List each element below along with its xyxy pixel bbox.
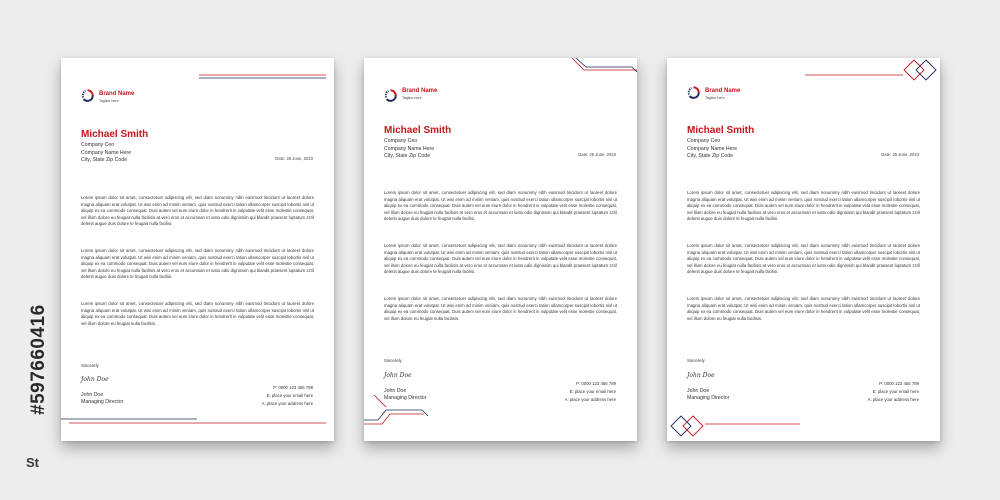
signer-title: Managing Director <box>81 399 124 405</box>
recipient-city: City, State Zip Code <box>81 157 128 164</box>
stock-id-text: #597660416 <box>28 304 49 415</box>
body-paragraph: Lorem ipsum dolor sit amet, consectetuer adipiscing elit, sed diam nonummy nibh euismod tincidunt ut laoreet dolore magna aliquam erat volutpat. Ut wisi enim ad minim veniam, quis nostrud exerci tation ullamcorper suscipit lobortis nisl ut aliquip ex ea commodo consequat. Duis autem vel eum iriure dolor in hendrerit in vulputate velit esse molestie consequat, vel illum dolore eu feugiat nulla facilisis. <box>687 296 920 321</box>
letter-date: Date: 25 June, 2023 <box>578 152 616 157</box>
body-paragraph: Lorem ipsum dolor sit amet, consectetuer adipiscing elit, sed diam nonummy nibh euismod tincidunt ut laoreet dolore magna aliquam erat volutpat. Ut wisi enim ad minim veniam, quis nostrud exerci tation ullamcorper suscipit lobortis nisl ut aliquip ex ea commodo consequat. Duis autem vel eum iriure dolor in hendrerit in vulputate velit esse molestie consequat, vel illum dolore eu feugiat nulla facilisis at vero eros et accumsan et iusto odio dignissim qui blandit praesent luptatum zzril delenit augue duis dolore te feugait nulla facilisi. <box>81 195 314 227</box>
contact-address: A: place your address here <box>564 397 616 402</box>
signer-block <box>384 388 426 402</box>
recipient-position: Company Ceo <box>687 138 721 144</box>
contact-block <box>262 384 313 408</box>
body-paragraph: Lorem ipsum dolor sit amet, consectetuer adipiscing elit, sed diam nonummy nibh euismod tincidunt ut laoreet dolore magna aliquam erat volutpat. Ut wisi enim ad minim veniam, quis nostrud exerci tation ullamcorper suscipit lobortis nisl ut aliquip ex ea commodo consequat. Duis autem vel eum iriure dolor in hendrerit in vulputate velit esse molestie consequat, vel illum dolore eu feugiat nulla facilisis at vero eros et accumsan et iusto odio dignissim qui blandit praesent luptatum zzril delenit augue duis dolore te feugait nulla facilisi. <box>687 243 920 275</box>
letter-date: Date: 25 June, 2023 <box>881 152 919 157</box>
contact-address: A: place your address here <box>867 397 919 402</box>
signer-block <box>687 388 729 402</box>
brand-name: Brand Name <box>99 91 135 97</box>
letterhead-page-1 <box>61 58 334 441</box>
signer-name: John Doe <box>384 388 407 394</box>
brand-ring-icon <box>687 86 700 99</box>
body-paragraph: Lorem ipsum dolor sit amet, consectetuer adipiscing elit, sed diam nonummy nibh euismod tincidunt ut laoreet dolore magna aliquam erat volutpat. Ut wisi enim ad minim veniam, quis nostrud exerci tation ullamcorper suscipit lobortis nisl ut aliquip ex ea commodo consequat. Duis autem vel eum iriure dolor in hendrerit in vulputate velit esse molestie consequat, vel illum dolore eu feugiat nulla facilisis. <box>81 301 314 326</box>
body-paragraph: Lorem ipsum dolor sit amet, consectetuer adipiscing elit, sed diam nonummy nibh euismod tincidunt ut laoreet dolore magna aliquam erat volutpat. Ut wisi enim ad minim veniam, quis nostrud exerci tation ullamcorper suscipit lobortis nisl ut aliquip ex ea commodo consequat. Duis autem vel eum iriure dolor in hendrerit in vulputate velit esse molestie consequat, vel illum dolore eu feugiat nulla facilisis. <box>384 296 617 321</box>
recipient-position: Company Ceo <box>384 138 418 144</box>
brand-ring-icon <box>81 89 94 102</box>
closing-text: Sincerely <box>687 358 705 363</box>
contact-block <box>565 380 616 404</box>
signer-block <box>81 392 123 406</box>
body-paragraph: Lorem ipsum dolor sit amet, consectetuer adipiscing elit, sed diam nonummy nibh euismod tincidunt ut laoreet dolore magna aliquam erat volutpat. Ut wisi enim ad minim veniam, quis nostrud exerci tation ullamcorper suscipit lobortis nisl ut aliquip ex ea commodo consequat. Duis autem vel eum iriure dolor in hendrerit in vulputate velit esse molestie consequat, vel illum dolore eu feugiat nulla facilisis at vero eros et accumsan et iusto odio dignissim qui blandit praesent luptatum zzril delenit augue duis dolore te feugait nulla facilisi. <box>384 190 617 222</box>
contact-phone: P: 0000 123 456 789 <box>879 381 919 386</box>
signature: John Doe <box>687 372 715 379</box>
recipient-name: Michael Smith <box>687 125 755 136</box>
letterhead-page-2 <box>364 58 637 441</box>
contact-email: E: place your email here <box>872 389 919 394</box>
signer-title: Managing Director <box>687 395 730 401</box>
recipient-position: Company Ceo <box>81 142 115 148</box>
adobe-stock-logo: St <box>26 455 39 470</box>
recipient-name: Michael Smith <box>384 125 452 136</box>
body-paragraph: Lorem ipsum dolor sit amet, consectetuer adipiscing elit, sed diam nonummy nibh euismod tincidunt ut laoreet dolore magna aliquam erat volutpat. Ut wisi enim ad minim veniam, quis nostrud exerci tation ullamcorper suscipit lobortis nisl ut aliquip ex ea commodo consequat. Duis autem vel eum iriure dolor in hendrerit in vulputate velit esse molestie consequat, vel illum dolore eu feugiat nulla facilisis at vero eros et accumsan et iusto odio dignissim qui blandit praesent luptatum zzril delenit augue duis dolore te feugait nulla facilisi. <box>687 190 920 222</box>
contact-address: A: place your address here <box>261 401 313 406</box>
contact-phone: P: 0000 123 456 789 <box>273 385 313 390</box>
body-paragraph: Lorem ipsum dolor sit amet, consectetuer adipiscing elit, sed diam nonummy nibh euismod tincidunt ut laoreet dolore magna aliquam erat volutpat. Ut wisi enim ad minim veniam, quis nostrud exerci tation ullamcorper suscipit lobortis nisl ut aliquip ex ea commodo consequat. Duis autem vel eum iriure dolor in hendrerit in vulputate velit esse molestie consequat, vel illum dolore eu feugiat nulla facilisis at vero eros et accumsan et iusto odio dignissim qui blandit praesent luptatum zzril delenit augue duis dolore te feugait nulla facilisi. <box>384 243 617 275</box>
signer-name: John Doe <box>81 392 104 398</box>
signature: John Doe <box>384 372 412 379</box>
recipient-city: City, State Zip Code <box>687 153 734 160</box>
recipient-company: Company Name Here <box>687 145 738 152</box>
letterhead-page-3 <box>667 58 940 441</box>
contact-block <box>868 380 919 404</box>
letter-date: Date: 25 June, 2023 <box>275 156 313 161</box>
recipient-details <box>687 138 737 161</box>
signer-title: Managing Director <box>384 395 427 401</box>
contact-email: E: place your email here <box>569 389 616 394</box>
brand-tagline: Tagline here <box>705 96 725 100</box>
closing-text: Sincerely <box>384 358 402 363</box>
brand-ring-icon <box>384 89 397 102</box>
recipient-details <box>81 142 131 165</box>
recipient-company: Company Name Here <box>81 149 132 156</box>
brand-tagline: Tagline here <box>99 99 119 103</box>
contact-email: E: place your email here <box>266 393 313 398</box>
recipient-city: City, State Zip Code <box>384 153 431 160</box>
signature: John Doe <box>81 376 109 383</box>
signer-name: John Doe <box>687 388 710 394</box>
brand-tagline: Tagline here <box>402 96 422 100</box>
contact-phone: P: 0000 123 456 789 <box>576 381 616 386</box>
recipient-details <box>384 138 434 161</box>
brand-name: Brand Name <box>402 88 438 94</box>
recipient-name: Michael Smith <box>81 129 149 140</box>
recipient-company: Company Name Here <box>384 145 435 152</box>
brand-name: Brand Name <box>705 88 741 94</box>
closing-text: Sincerely <box>81 363 99 368</box>
body-paragraph: Lorem ipsum dolor sit amet, consectetuer adipiscing elit, sed diam nonummy nibh euismod tincidunt ut laoreet dolore magna aliquam erat volutpat. Ut wisi enim ad minim veniam, quis nostrud exerci tation ullamcorper suscipit lobortis nisl ut aliquip ex ea commodo consequat. Duis autem vel eum iriure dolor in hendrerit in vulputate velit esse molestie consequat, vel illum dolore eu feugiat nulla facilisis at vero eros et accumsan et iusto odio dignissim qui blandit praesent luptatum zzril delenit augue duis dolore te feugait nulla facilisi. <box>81 248 314 280</box>
